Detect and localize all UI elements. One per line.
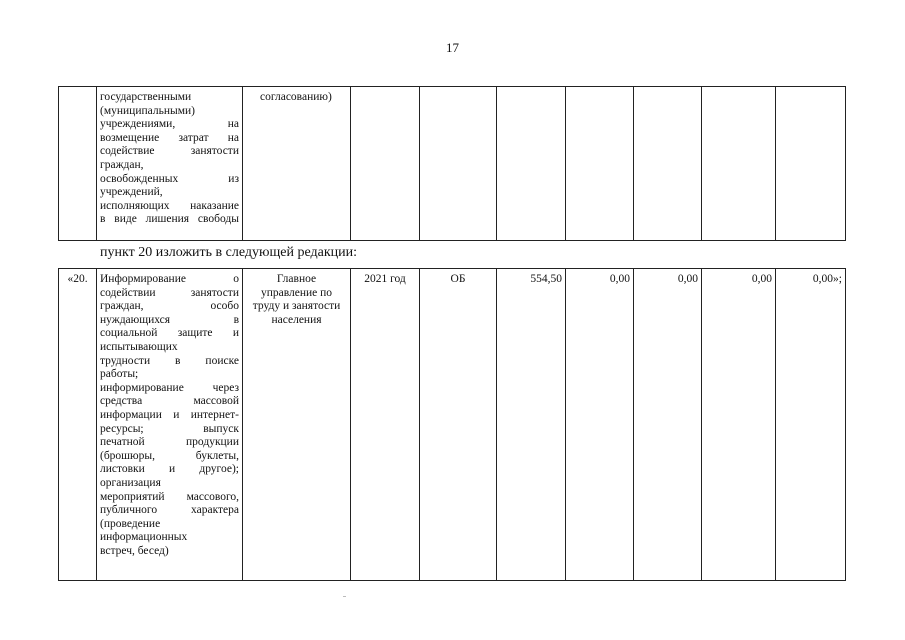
description-line: (брошюры, буклеты,	[100, 449, 239, 462]
description-line: в виде лишения свободы	[100, 213, 239, 226]
measures-table	[58, 268, 846, 581]
description-line: содействии занятости	[100, 286, 239, 299]
description-line: публичного характера	[100, 504, 239, 517]
description-line: информационных	[100, 531, 188, 544]
executor-line: населения	[271, 313, 322, 326]
total-cell	[497, 87, 566, 241]
description-line: листовки и другое);	[100, 463, 239, 476]
page-number: 17	[446, 40, 459, 55]
description-line: государственными	[100, 91, 192, 103]
measure-description-cell	[97, 269, 243, 581]
description-line: учреждениями, на	[100, 118, 239, 131]
scan-speck	[343, 596, 346, 597]
total-cell: 554,50	[497, 269, 566, 581]
period-cell	[351, 87, 420, 241]
value-cell	[634, 87, 702, 241]
description-line: Информирование о	[100, 273, 239, 285]
amendment-instruction: пункт 20 изложить в следующей редакции:	[100, 245, 357, 260]
source-cell: ОБ	[420, 269, 497, 581]
description-line: возмещение затрат на	[100, 131, 239, 144]
description-line: трудности в поиске	[100, 354, 239, 367]
description-line: нуждающихся в	[100, 313, 239, 326]
value-cell: 0,00	[702, 269, 776, 581]
description-line: информации и интернет-	[100, 408, 239, 421]
description-line: информирование через	[100, 381, 239, 394]
description-line: учреждений,	[100, 186, 163, 199]
description-line: ресурсы; выпуск	[100, 422, 239, 435]
value-cell: 0,00	[634, 269, 702, 581]
value-cell	[702, 87, 776, 241]
table-row	[59, 87, 846, 241]
description-line: работы;	[100, 368, 139, 381]
description-line: (муниципальными)	[100, 104, 195, 117]
description-line: организация	[100, 476, 161, 489]
executor-text: согласованию)	[260, 91, 332, 103]
executor-cell	[243, 87, 351, 241]
description-line: граждан,	[100, 158, 144, 171]
description-line: (проведение	[100, 517, 161, 530]
value-cell: 0,00»;	[776, 269, 846, 581]
description-line: исполняющих наказание	[100, 199, 239, 212]
row-number-cell: «20.	[59, 269, 97, 581]
executor-line: управление по	[260, 286, 333, 299]
executor-cell	[243, 269, 351, 581]
source-cell	[420, 87, 497, 241]
description-line: средства массовой	[100, 395, 239, 408]
executor-line: труду и занятости	[252, 300, 341, 313]
description-line: испытывающих	[100, 340, 178, 353]
continued-measures-table	[58, 86, 846, 241]
measure-description-cell	[97, 87, 243, 241]
table-row	[59, 269, 846, 581]
executor-line: Главное	[276, 273, 317, 285]
value-cell: 0,00	[566, 269, 634, 581]
description-line: мероприятий массового,	[100, 490, 239, 503]
description-line: печатной продукции	[100, 436, 239, 449]
description-line: содействие занятости	[100, 145, 239, 158]
description-line: встреч, бесед)	[100, 544, 169, 557]
value-cell	[566, 87, 634, 241]
row-number-cell	[59, 87, 97, 241]
value-cell	[776, 87, 846, 241]
description-line: социальной защите и	[100, 327, 239, 340]
period-cell: 2021 год	[351, 269, 420, 581]
description-line: освобожденных из	[100, 172, 239, 185]
description-line: граждан, особо	[100, 300, 239, 313]
